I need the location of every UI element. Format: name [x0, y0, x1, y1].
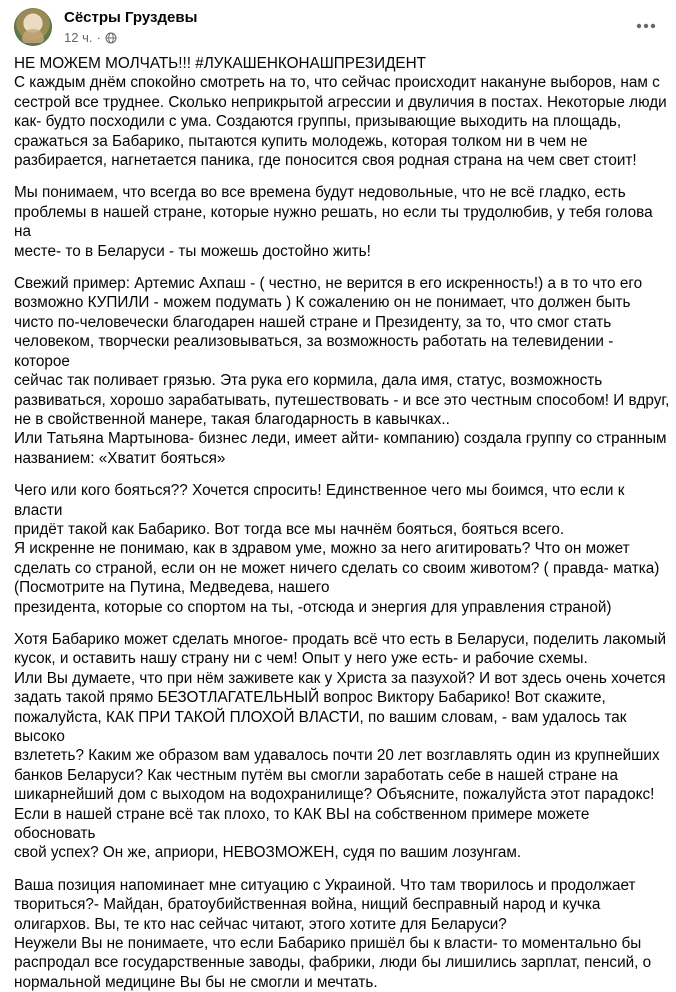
avatar[interactable] [14, 8, 52, 46]
post-paragraph: Мы понимаем, что всегда во все времена будут недовольные, что не всё гладко, есть проблемы в нашей стране, которые нужно решать, но если ты трудолюбив, у тебя голова на месте- то в Беларуси - ты можешь достойно жить! [14, 184, 653, 260]
post-paragraph: НЕ МОЖЕМ МОЛЧАТЬ!!! #ЛУКАШЕНКОНАШПРЕЗИДЕНТ С каждым днём спокойно смотреть на то, что сейчас происходит накануне выборов, нам с сестрой все труднее. Сколько неприкрытой агрессии и двуличия в постах. Некоторые люди как- будто посходили с ума. Создаются группы, призывающие выходить на площадь, сражаться за Бабарико, пытаются купить молодежь, которая толком ни в чем не разбирается, нагнетается паника, где поносится своя родная страна на чем свет стоит! [14, 55, 667, 170]
post-paragraph: Свежий пример: Артемис Ахпаш - ( честно, не верится в его искренность!) а в то что его возможно КУПИЛИ - можем подумать ) К сожалению он не понимает, что должен быть чисто по-человечески благодарен нашей стране и Президенту, за то, что смог стать человеком, творчески реализовываться, за возможность работать на телевидении - которое сейчас так поливает грязью. Эта рука его кормила, дала имя, статус, возможность развиваться, хорошо зарабатывать, путешествовать - и все это честным способом! И вдруг, не в свойственной манере, такая благодарность в кавычках.. Или Татьяна Мартынова- бизнес леди, имеет айти- компанию) создала группу со странным названием: «Хватит бояться» [14, 275, 670, 467]
post-header [14, 8, 662, 48]
meta-separator: · [96, 30, 101, 45]
post-paragraph: Хотя Бабарико может сделать многое- продать всё что есть в Беларуси, поделить лакомый кусок, и оставить нашу страну ни с чем! Опыт у него уже есть- и рабочие схемы. Или Вы думаете, что при нём заживете как у Христа за пазухой? И вот здесь очень хочется задать такой прямо БЕЗОТЛАГАТЕЛЬНЫЙ вопрос Виктору Бабарико! Вот скажите, пожалуйста, КАК ПРИ ТАКОЙ ПЛОХОЙ ВЛАСТИ, по вашим словам, - вам удалось так высоко взлететь? Каким же образом вам удавалось почти 20 лет возглавлять один из крупнейших банков Беларуси? Как честным путём вы смогли заработать себе в нашей стране на шикарнейший дом с выходом на водохранилище? Объясните, пожалуйста этот парадокс! Если в нашей стране всё так плохо, то КАК ВЫ на собственном примере можете обосновать свой успех? Он же, априори, НЕВОЗМОЖЕН, судя по вашим лозунгам. [14, 630, 667, 862]
post-body [14, 54, 670, 992]
post-meta [64, 30, 117, 45]
post-paragraph: Чего или кого бояться?? Хочется спросить! Единственное чего мы боимся, что если к власти придёт такой как Бабарико. Вот тогда все мы начнём бояться, бояться всего. Я искренне не понимаю, как в здравом уме, можно за него агитировать? Что он может сделать со страной, если он не может ничего сделать со своим животом? ( правда- матка) (Посмотрите на Путина, Медведева, нашего президента, которые со спортом на ты, -отсюда и энергия для управления страной) [14, 482, 660, 616]
post-paragraph: Ваша позиция напоминает мне ситуацию с Украиной. Что там творилось и продолжает твориться?- Майдан, братоубийственная война, нищий бесправный народ и кучка олигархов. Вы, те кто нас сейчас читают, этого хотите для Беларуси? Неужели Вы не понимаете, что если Бабарико пришёл бы к власти- то моментально бы распродал все государственные заводы, фабрики, люди бы лишились зарплат, пенсий, о нормальной медицине Вы бы не смогли и мечтать. [14, 876, 652, 991]
post-time[interactable]: 12 ч. [64, 30, 93, 45]
author-name[interactable]: Сёстры Груздевы [64, 9, 198, 26]
more-horizontal-icon [636, 23, 656, 29]
globe-icon [105, 32, 117, 44]
more-options-button[interactable] [630, 10, 662, 42]
